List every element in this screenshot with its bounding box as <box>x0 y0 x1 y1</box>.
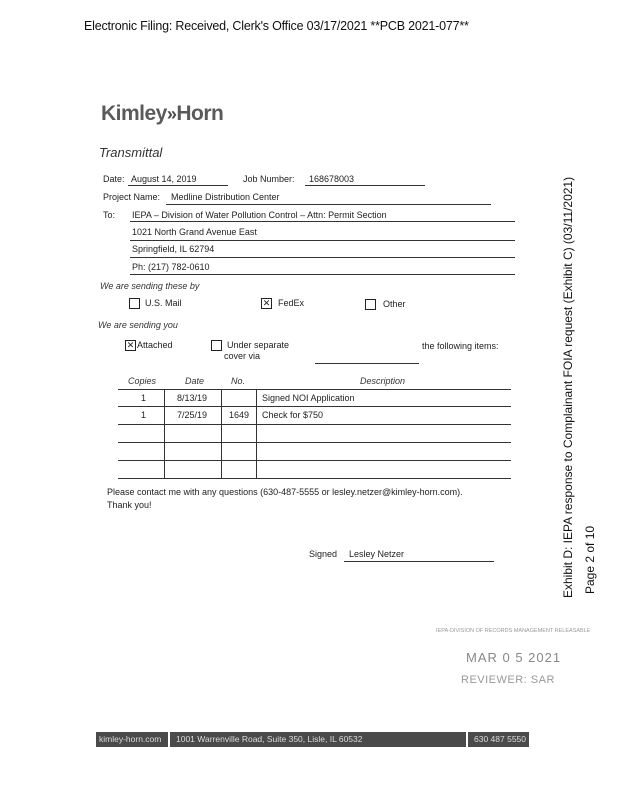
row1-description: Signed NOI Application <box>262 393 355 403</box>
sending-you-heading: We are sending you <box>98 320 178 330</box>
to-label: To: <box>103 210 116 220</box>
attached-checkbox[interactable]: ✕ <box>126 340 135 350</box>
col-description-header: Description <box>360 376 406 386</box>
to-underline-1 <box>130 221 515 222</box>
job-number-value: 168678003 <box>309 174 355 184</box>
date-value: August 14, 2019 <box>131 174 197 184</box>
to-line-1: IEPA – Division of Water Pollution Control – Attn: Permit Section <box>132 210 387 220</box>
cover-via-underline <box>315 363 419 364</box>
thank-you: Thank you! <box>107 500 152 510</box>
table-row-rule-3 <box>118 442 511 443</box>
col-date-header: Date <box>185 376 205 386</box>
table-row-rule-5 <box>118 478 511 479</box>
project-underline <box>166 204 491 205</box>
col-no-header: No. <box>231 376 246 386</box>
to-line-2: 1021 North Grand Avenue East <box>132 227 257 237</box>
logo-right: Horn <box>176 102 224 125</box>
cover-via-label: cover via <box>224 351 261 361</box>
job-number-underline <box>305 185 425 186</box>
table-row-rule-4 <box>118 460 511 461</box>
logo-left: Kimley <box>101 102 167 125</box>
under-separate-checkbox[interactable] <box>211 340 222 351</box>
row1-copies: 1 <box>141 393 147 403</box>
fedex-checkbox[interactable]: ✕ <box>262 298 271 308</box>
footer-separator-2 <box>466 732 468 747</box>
following-items-label: the following items: <box>422 341 499 351</box>
under-separate-label: Under separate <box>227 340 290 350</box>
footer-address: 1001 Warrenville Road, Suite 350, Lisle, IL 60532 <box>176 734 363 744</box>
project-name: Medline Distribution Center <box>171 192 280 202</box>
table-col-divider-1 <box>164 389 165 478</box>
signed-label: Signed <box>309 549 338 559</box>
footer-separator-1 <box>168 732 170 747</box>
sending-by-heading: We are sending these by <box>100 281 200 291</box>
attached-label: Attached <box>137 340 173 350</box>
logo-chevron: » <box>166 104 177 124</box>
footer-website[interactable]: kimley-horn.com <box>99 734 162 744</box>
page-note: Page 2 of 10 <box>583 525 597 594</box>
project-label: Project Name: <box>103 192 161 202</box>
fedex-label: FedEx <box>278 298 305 308</box>
to-underline-4 <box>130 274 515 275</box>
to-underline-2 <box>130 240 515 241</box>
usmail-label: U.S. Mail <box>145 298 182 308</box>
table-col-divider-2 <box>221 389 222 478</box>
signed-name: Lesley Netzer <box>349 549 405 559</box>
usmail-checkbox[interactable] <box>129 298 140 309</box>
other-checkbox[interactable] <box>365 299 376 310</box>
company-logo <box>101 102 223 126</box>
footer-bar <box>96 732 529 747</box>
records-stamp-reviewer: REVIEWER: SAR <box>461 674 555 686</box>
table-header-rule <box>118 389 511 390</box>
job-number-label: Job Number: <box>243 174 295 184</box>
to-line-4: Ph: (217) 782-0610 <box>132 262 210 272</box>
records-stamp-date: MAR 0 5 2021 <box>466 650 562 665</box>
row2-date: 7/25/19 <box>177 410 208 420</box>
row2-description: Check for $750 <box>262 410 324 420</box>
row2-no: 1649 <box>229 410 250 420</box>
date-label: Date: <box>103 174 125 184</box>
records-stamp-agency: IEPA-DIVISION OF RECORDS MANAGEMENT RELEASABLE <box>436 628 591 634</box>
col-copies-header: Copies <box>128 376 157 386</box>
to-line-3: Springfield, IL 62794 <box>132 244 215 254</box>
exhibit-note: Exhibit D: IEPA response to Complainant FOIA request (Exhibit C) (03/11/2021) <box>561 176 575 598</box>
other-label: Other <box>383 299 406 309</box>
row2-copies: 1 <box>141 410 147 420</box>
table-col-divider-3 <box>256 389 257 478</box>
row1-date: 8/13/19 <box>177 393 208 403</box>
signature-underline <box>344 561 494 562</box>
contact-text: Please contact me with any questions (630-487-5555 or lesley.netzer@kimley-horn.com). <box>107 487 463 497</box>
table-row-rule-2 <box>118 424 511 425</box>
date-underline <box>128 185 228 186</box>
filing-header: Electronic Filing: Received, Clerk's Office 03/17/2021 **PCB 2021-077** <box>84 19 469 33</box>
footer-phone: 630 487 5550 <box>474 734 526 744</box>
table-row-rule-1 <box>118 406 511 407</box>
document-title: Transmittal <box>99 145 163 160</box>
to-underline-3 <box>130 257 515 258</box>
